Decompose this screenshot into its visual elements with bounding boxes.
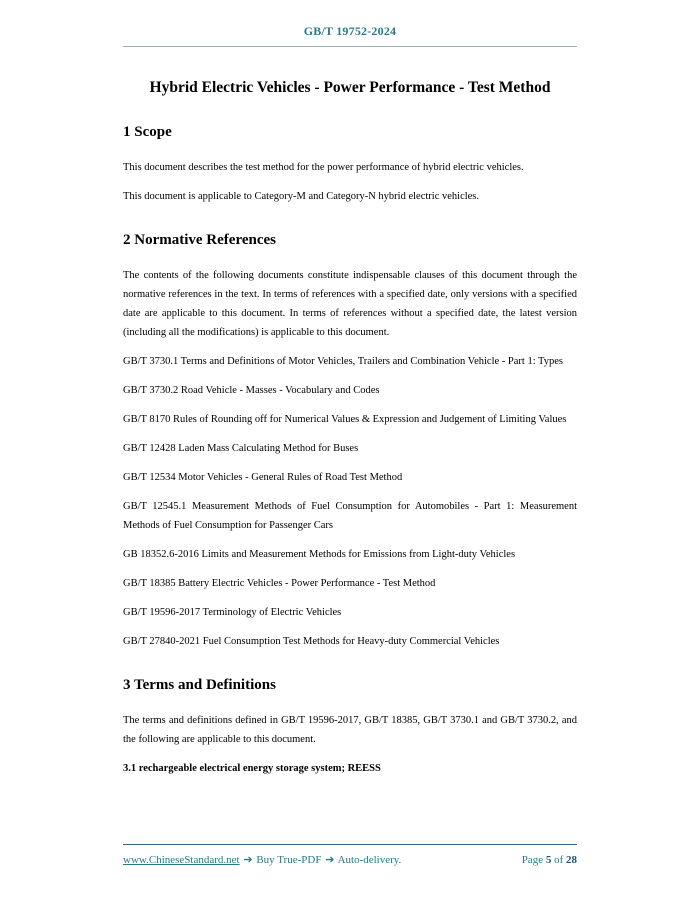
footer-links	[123, 853, 401, 866]
paragraph-scope-1: This document describes the test method for the power performance of hybrid electric vehicles.	[123, 162, 524, 173]
reference-item: GB/T 3730.2 Road Vehicle - Masses - Vocabulary and Codes	[123, 385, 380, 396]
reference-item: GB/T 12545.1 Measurement Methods of Fuel Consumption for Automobiles - Part 1: Measurement Methods of Fuel Consumption for Passenger Cars	[123, 501, 577, 531]
page-label: Page	[521, 854, 544, 866]
arrow-icon: ➔	[325, 854, 335, 866]
reference-item: GB 18352.6-2016 Limits and Measurement Methods for Emissions from Light-duty Vehicles	[123, 549, 516, 560]
footer-divider	[123, 844, 577, 845]
reference-item: GB/T 3730.1 Terms and Definitions of Motor Vehicles, Trailers and Combination Vehicle - Part 1: Types	[123, 356, 563, 367]
header-divider	[123, 46, 577, 47]
reference-item: GB/T 12534 Motor Vehicles - General Rules of Road Test Method	[123, 472, 403, 483]
document-header	[123, 24, 577, 47]
standard-number: GB/T 19752-2024	[303, 24, 397, 38]
total-pages-number: 28	[566, 854, 577, 866]
arrow-icon: ➔	[243, 854, 253, 866]
paragraph-scope-2: This document is applicable to Category-M and Category-N hybrid electric vehicles.	[123, 191, 480, 202]
paragraph-references-intro: The contents of the following documents constitute indispensable clauses of this document through the normative references in the text. In terms of references with a specified date, only versions with a specified date are applicable to this document. In terms of references without a specified date, the latest version (including all the modifications) is applicable to this document.	[123, 270, 577, 338]
heading-terms-definitions: 3 Terms and Definitions	[123, 677, 276, 693]
paragraph-terms-intro: The terms and definitions defined in GB/T 19596-2017, GB/T 18385, GB/T 3730.1 and GB/T 3730.2, and the following are applicable to this document.	[123, 715, 577, 745]
reference-item: GB/T 19596-2017 Terminology of Electric Vehicles	[123, 607, 342, 618]
buy-pdf-label: Buy True-PDF	[256, 854, 322, 866]
heading-normative-references: 2 Normative References	[123, 232, 276, 248]
reference-item: GB/T 27840-2021 Fuel Consumption Test Methods for Heavy-duty Commercial Vehicles	[123, 636, 500, 647]
reference-item: GB/T 12428 Laden Mass Calculating Method for Buses	[123, 443, 359, 454]
document-footer	[123, 844, 577, 866]
heading-scope: 1 Scope	[123, 124, 172, 140]
page-indicator	[522, 854, 577, 866]
website-link[interactable]: www.ChineseStandard.net	[123, 854, 240, 866]
reference-item: GB/T 18385 Battery Electric Vehicles - Power Performance - Test Method	[123, 578, 436, 589]
current-page-number: 5	[545, 854, 552, 866]
auto-delivery-label: Auto-delivery.	[337, 854, 402, 866]
of-label: of	[554, 854, 564, 866]
reference-item: GB/T 8170 Rules of Rounding off for Numerical Values & Expression and Judgement of Limiting Values	[123, 414, 567, 425]
document-title: Hybrid Electric Vehicles - Power Performance - Test Method	[149, 79, 551, 96]
term-definition-3-1: 3.1 rechargeable electrical energy storage system; REESS	[123, 763, 381, 774]
